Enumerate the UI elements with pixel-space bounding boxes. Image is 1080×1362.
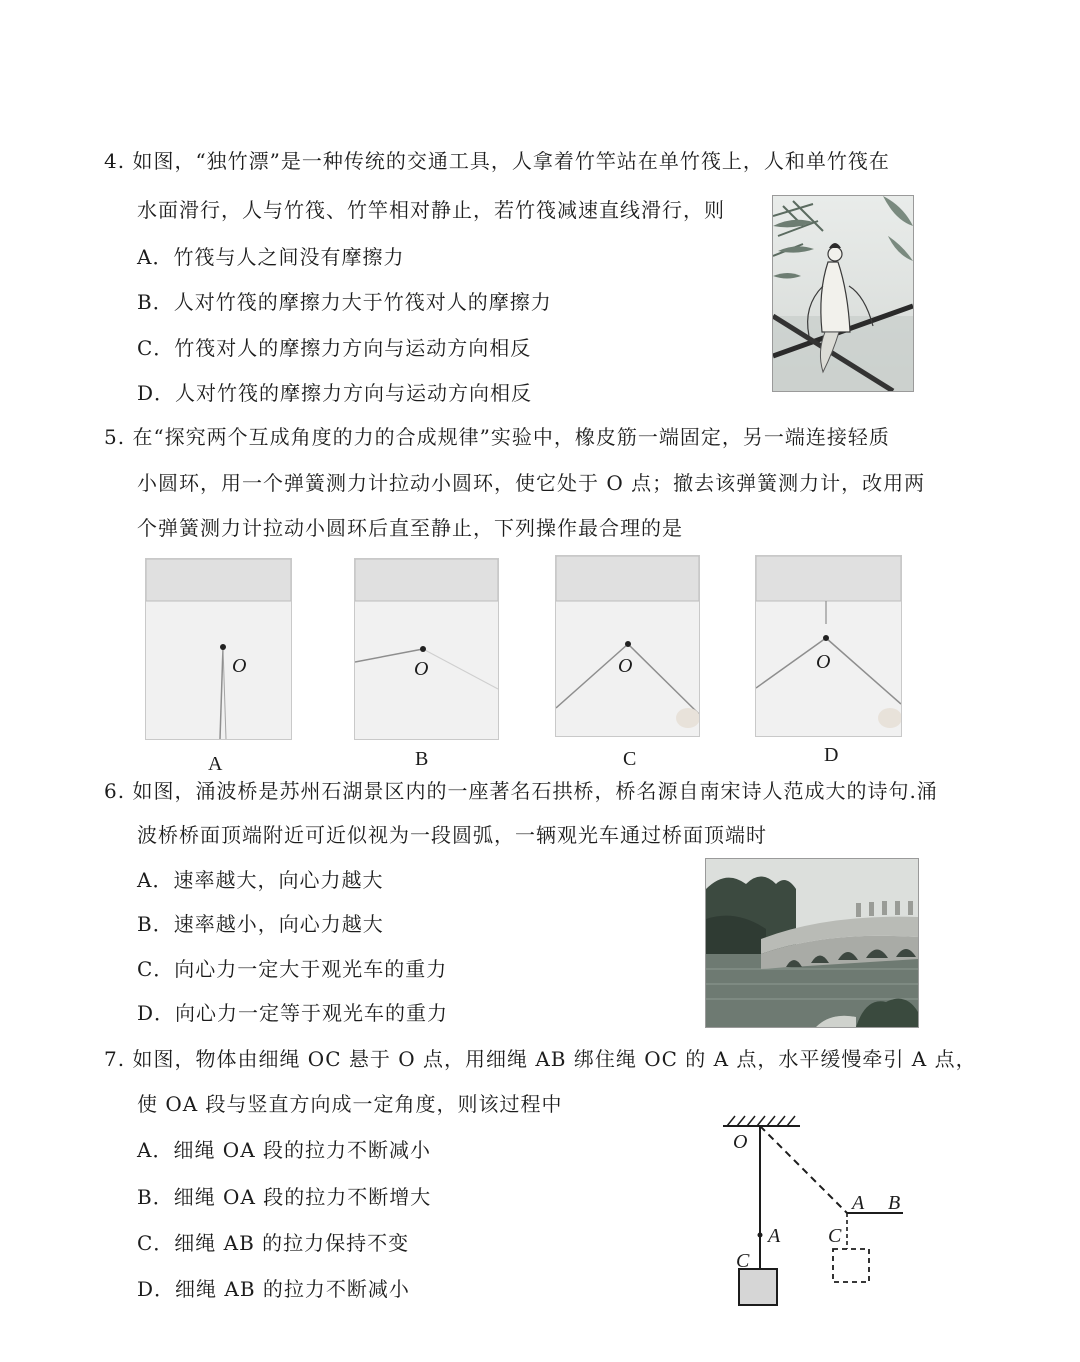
q5-panel-b-label: B: [415, 748, 429, 770]
q4-bamboo-rafting-image: [772, 195, 914, 392]
q7-label-o: O: [733, 1131, 748, 1153]
q7-option-d: D．细绳 AB 的拉力不断减小: [137, 1277, 410, 1301]
q5-panel-a-image: [145, 558, 292, 740]
q7-option-c: C．细绳 AB 的拉力保持不变: [137, 1231, 410, 1255]
q7-label-c-lower: C: [736, 1250, 750, 1272]
q7-label-c-right: C: [828, 1225, 842, 1247]
q5-panel-a-point: O: [232, 655, 247, 677]
q4-number: 4.: [104, 149, 126, 173]
q6-stem-line2: 波桥桥面顶端附近可近似视为一段圆弧，一辆观光车通过桥面顶端时: [137, 823, 767, 847]
q7-stem-text1: 如图，物体由细绳 OC 悬于 O 点，用细绳 AB 绑住绳 OC 的 A 点，水平缓慢牵引 A 点，: [132, 1047, 977, 1071]
q4-option-c: C．竹筏对人的摩擦力方向与运动方向相反: [137, 336, 532, 360]
q7-label-a-lower: A: [768, 1225, 781, 1247]
q7-stem-line2: 使 OA 段与竖直方向成一定角度，则该过程中: [137, 1092, 563, 1116]
q6-stem-text1: 如图，涌波桥是苏州石湖景区内的一座著名石拱桥，桥名源自南宋诗人范成大的诗句.涌: [132, 779, 938, 803]
q4-option-a: A．竹筏与人之间没有摩擦力: [137, 245, 405, 269]
q5-panel-c-point: O: [618, 655, 633, 677]
q5-panel-b-image: [354, 558, 499, 740]
q6-option-d: D．向心力一定等于观光车的重力: [137, 1001, 449, 1025]
q6-option-a: A．速率越大，向心力越大: [137, 868, 384, 892]
q4-stem-line2: 水面滑行，人与竹筏、竹竿相对静止，若竹筏减速直线滑行，则: [137, 198, 725, 222]
q5-panel-d-point: O: [816, 651, 831, 673]
q6-bridge-photo: [705, 858, 919, 1028]
q5-panel-b-point: O: [414, 658, 429, 680]
q5-stem-text1: 在“探究两个互成角度的力的合成规律”实验中，橡皮筋一端固定，另一端连接轻质: [132, 425, 890, 449]
q7-stem-line1: [104, 1043, 977, 1072]
q5-panel-a-label: A: [208, 753, 223, 775]
bamboo-rafting-illustration: [773, 196, 913, 391]
q4-option-d: D．人对竹筏的摩擦力方向与运动方向相反: [137, 381, 533, 405]
q5-panel-c-image: [555, 555, 700, 737]
q4-option-b: B．人对竹筏的摩擦力大于竹筏对人的摩擦力: [137, 290, 552, 314]
q6-stem-line1: [104, 775, 938, 804]
q5-stem-line2: 小圆环，用一个弹簧测力计拉动小圆环，使它处于 O 点；撤去该弹簧测力计，改用两: [137, 471, 926, 495]
q5-panel-d-label: D: [824, 744, 839, 766]
q6-number: 6.: [104, 779, 126, 803]
q6-option-b: B．速率越小，向心力越大: [137, 912, 384, 936]
q5-number: 5.: [104, 425, 126, 449]
q7-option-b: B．细绳 OA 段的拉力不断增大: [137, 1185, 432, 1209]
q5-stem-line3: 个弹簧测力计拉动小圆环后直至静止，下列操作最合理的是: [137, 516, 683, 540]
q7-option-a: A．细绳 OA 段的拉力不断减小: [137, 1138, 431, 1162]
q7-label-b-right: B: [888, 1192, 901, 1214]
q4-stem-text1: 如图，“独竹漂”是一种传统的交通工具，人拿着竹竿站在单竹筏上，人和单竹筏在: [132, 149, 890, 173]
q4-stem-line1: [104, 145, 890, 174]
q5-stem-line1: [104, 421, 890, 450]
q7-label-a-right: A: [852, 1192, 865, 1214]
q6-option-c: C．向心力一定大于观光车的重力: [137, 957, 448, 981]
q5-panel-c-label: C: [623, 748, 637, 770]
q7-number: 7.: [104, 1047, 126, 1071]
q5-panel-d-image: [755, 555, 902, 737]
